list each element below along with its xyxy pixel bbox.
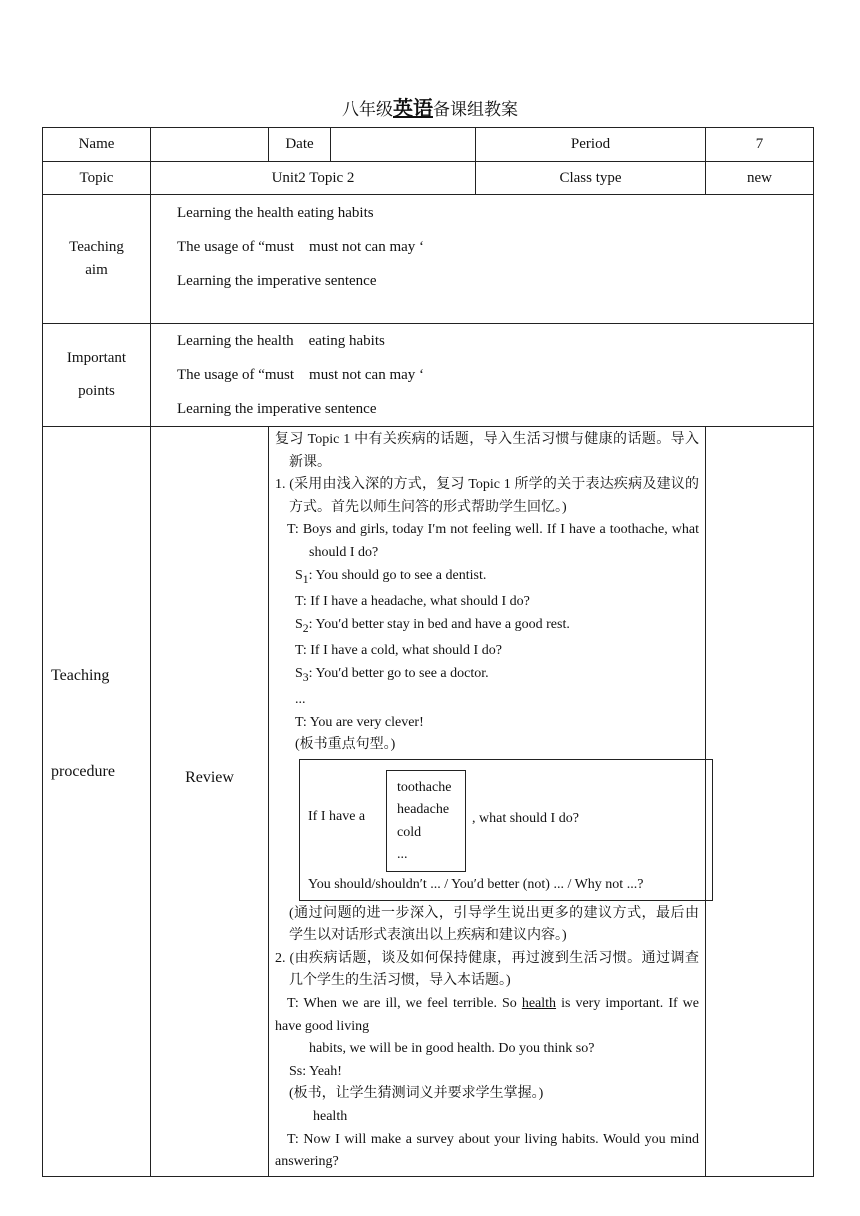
point-line: The usage of “must must not can may ‘ (177, 367, 425, 383)
pattern-advice: You should/shouldn′t ... / You′d better (not) ... / Why not ...? (308, 876, 644, 892)
topic-label: Topic (43, 162, 151, 195)
dialog-line: habits, we will be in good health. Do you think so? (309, 1041, 595, 1057)
date-value (331, 128, 476, 162)
step-1-text: 1. (采用由浅入深的方式，复习 Topic 1 所学的关于表达疾病及建议的方式。首先以师生问答的形式帮助学生回忆。) (275, 477, 699, 515)
pattern-if-have: If I have a (308, 808, 366, 824)
step-2-text: 2. (由疾病话题，谈及如何保持健康，再过渡到生活习惯。通过调查几个学生的生活习惯，导入本话题。) (275, 950, 699, 989)
empty-cell (706, 427, 814, 1177)
aim-line: Learning the imperative sentence (177, 273, 377, 289)
dialog-line: T: If I have a cold, what should I do? (295, 642, 502, 658)
period-value: 7 (706, 128, 814, 162)
aim-line: The usage of “must must not can may ‘ (177, 239, 425, 255)
note-line: (板书重点句型。) (295, 737, 396, 753)
procedure-content (269, 427, 706, 1177)
dialog-line: T: Boys and girls, today I′m not feeling well. If I have a toothache, what should I do? (287, 522, 699, 560)
dialog-line: T: If I have a headache, what should I do? (295, 593, 530, 609)
note-line: (板书，让学生猜测词义并要求学生掌握。) (289, 1086, 544, 1102)
period-label: Period (476, 128, 706, 162)
aim-line: Learning the health eating habits (177, 205, 374, 221)
class-type-label: Class type (476, 162, 706, 195)
point-line: Learning the health eating habits (177, 333, 385, 349)
sentence-pattern-box (299, 759, 713, 901)
important-points-content (151, 324, 814, 427)
dialog-line: $S_3$: You′d better go to see a doctor. (295, 665, 489, 684)
pattern-options-box: toothache headache cold ... (386, 770, 466, 872)
topic-value: Unit2 Topic 2 (151, 162, 476, 195)
name-label: Name (43, 128, 151, 162)
teaching-aim-content (151, 195, 814, 324)
note-line: (通过问题的进一步深入，引导学生说出更多的建议方式，最后由学生以对话形式表演出以上疾病和建议内容。) (289, 905, 699, 944)
important-points-label: Important points (43, 324, 151, 427)
teaching-procedure-label: Teaching procedure (43, 427, 151, 1177)
teaching-aim-label: Teaching aim (43, 195, 151, 324)
lesson-plan-table (42, 127, 814, 1177)
dialog-line: T: Now I will make a survey about your living habits. Would you mind answering? (275, 1131, 699, 1170)
class-type-value: new (706, 162, 814, 195)
dialog-line: $S_1$: You should go to see a dentist. (295, 567, 487, 586)
dialog-line: ... (295, 691, 306, 707)
page-title: 八年级英语备课组教案 (342, 98, 518, 120)
dialog-line: T: You are very clever! (295, 714, 424, 730)
point-line: Learning the imperative sentence (177, 401, 377, 417)
dialog-line: T: When we are ill, we feel terrible. So health is very important. If we have good living (275, 996, 700, 1034)
dialog-line: Ss: Yeah! (289, 1063, 342, 1079)
name-value (151, 128, 269, 162)
stage-review: Review (151, 427, 269, 1177)
dialog-line: $S_2$: You′d better stay in bed and have a good rest. (295, 616, 570, 635)
pattern-question: , what should I do? (472, 810, 579, 826)
vocab-word: health (313, 1109, 348, 1125)
date-label: Date (269, 128, 331, 162)
intro-text: 复习 Topic 1 中有关疾病的话题，导入生活习惯与健康的话题。导入新课。 (275, 432, 699, 470)
